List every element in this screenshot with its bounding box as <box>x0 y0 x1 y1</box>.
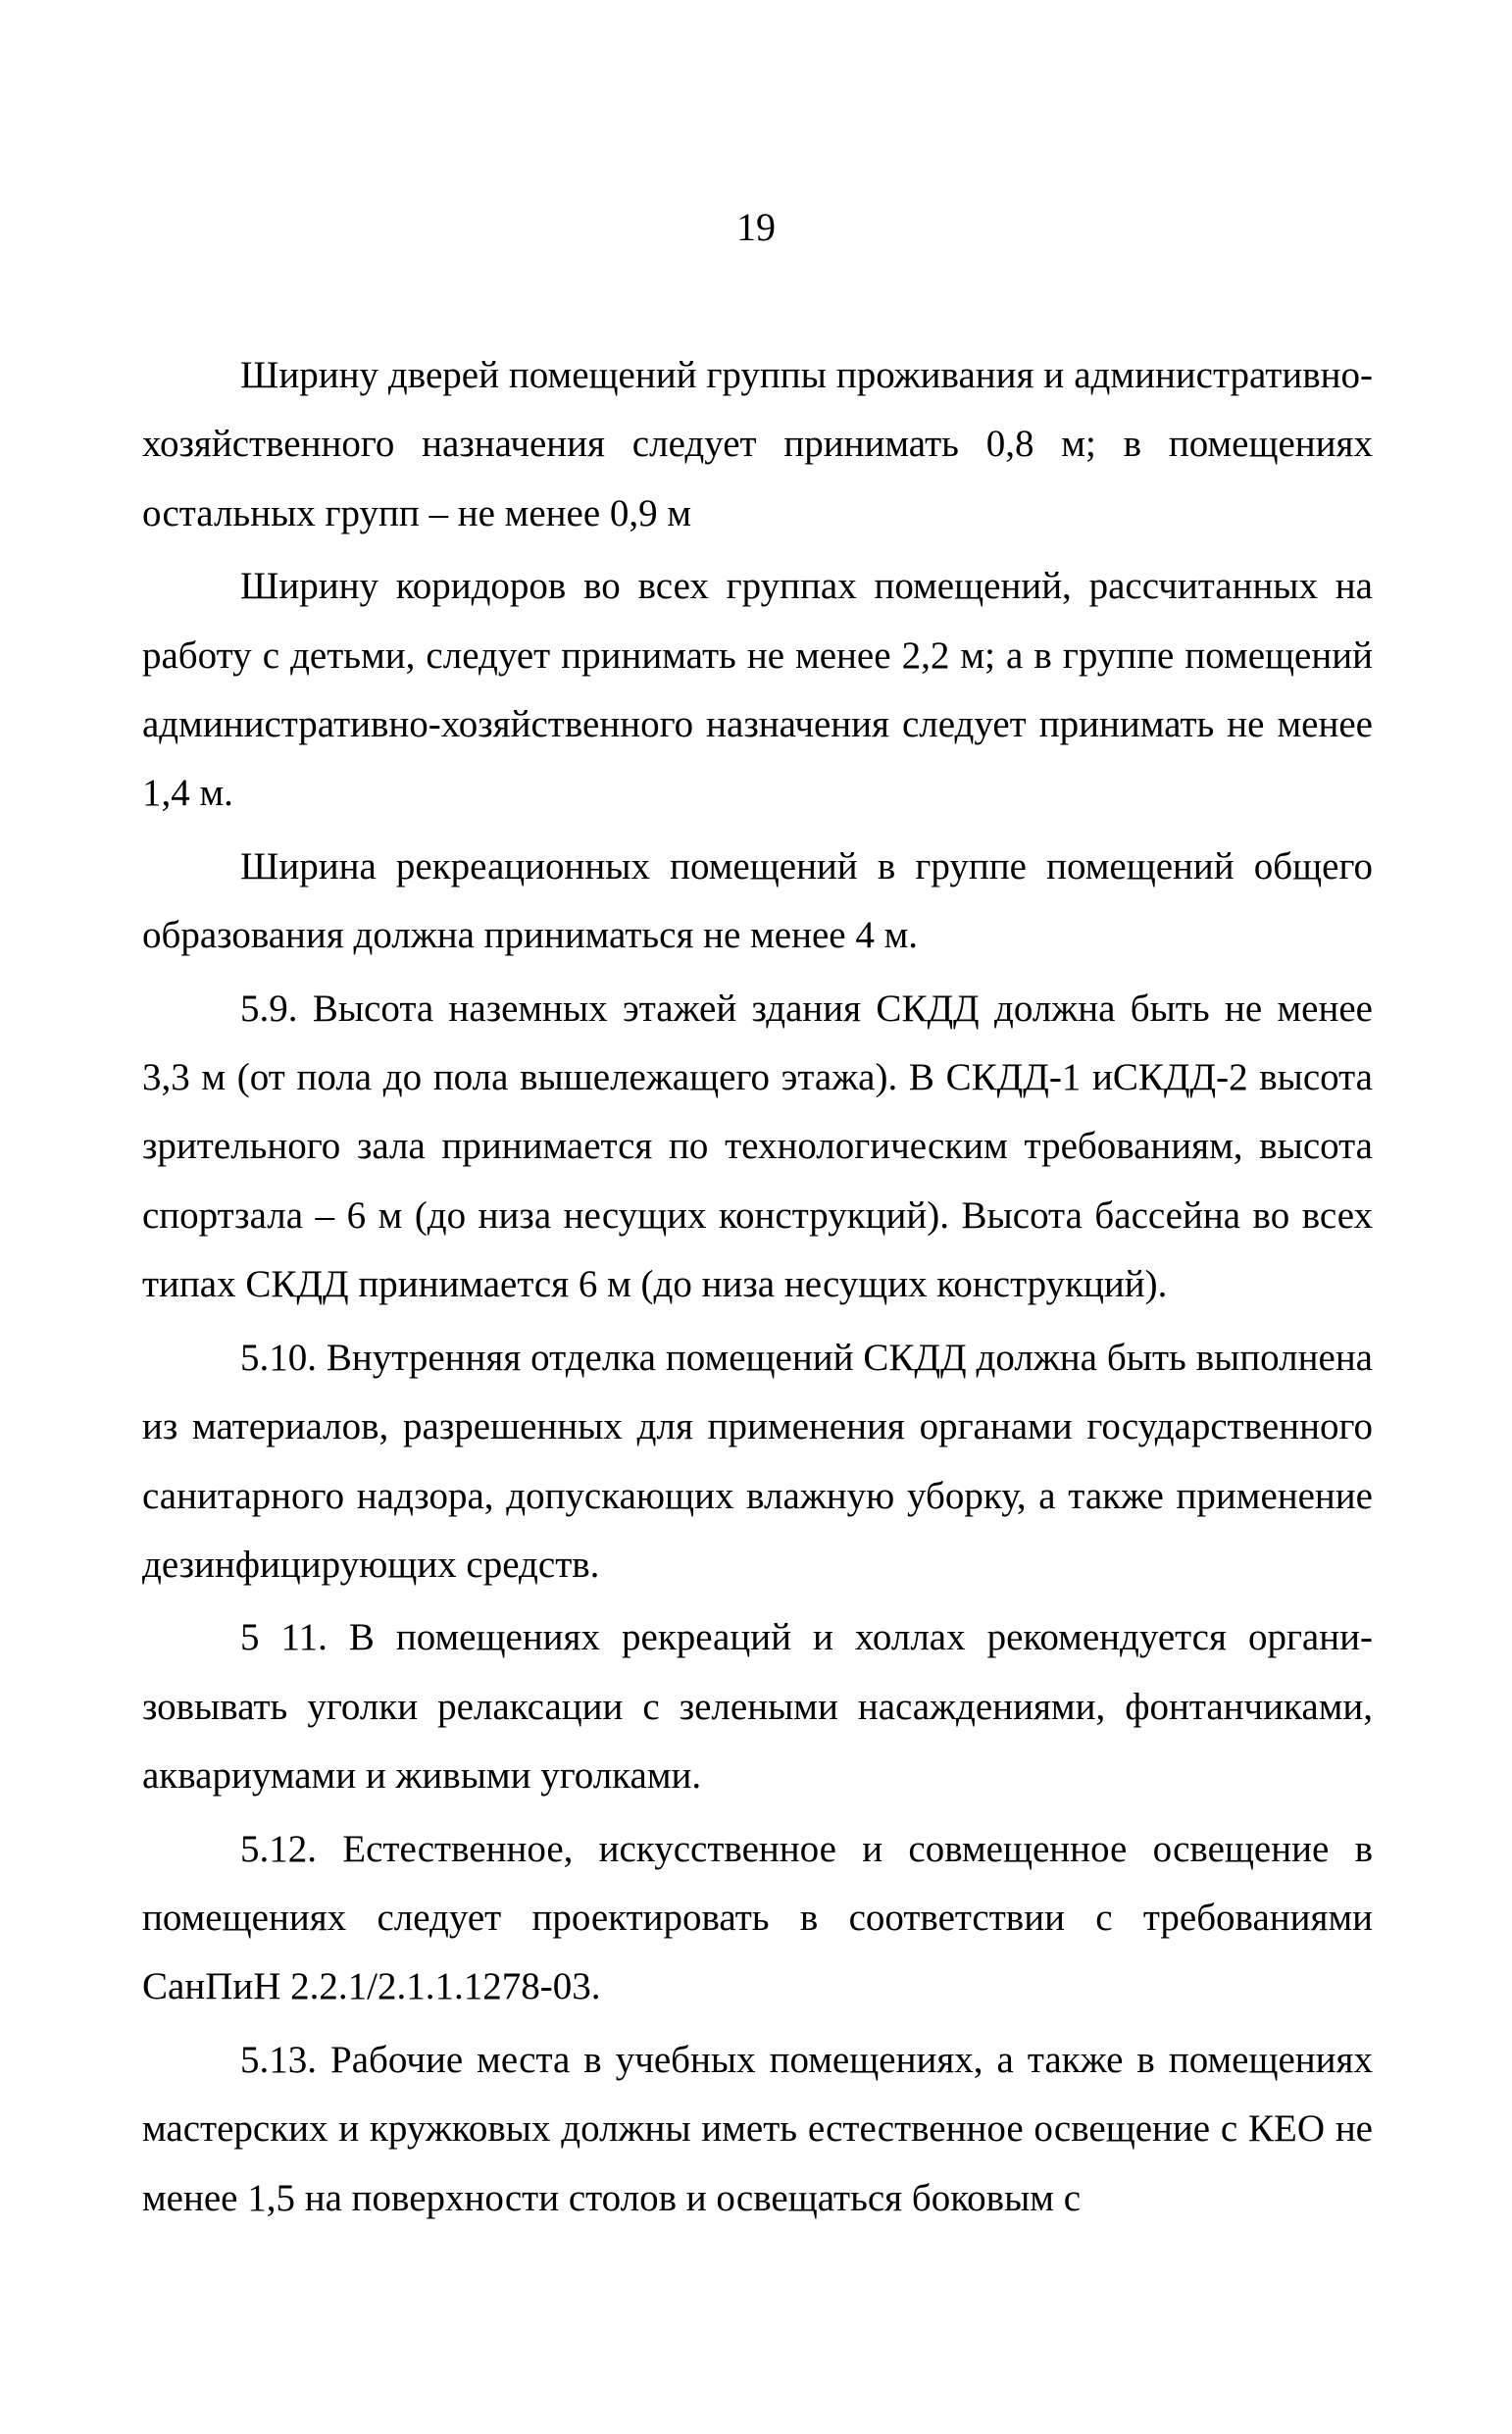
paragraph-5-11-relaxation-corners: 5 11. В помещениях рекреаций и холлах рекомендуется организовывать уголки релаксации с зелеными насаждениями, фонтанчиками, аквариумами и живыми уголками. <box>142 1616 1373 1798</box>
document-body <box>142 341 1373 2233</box>
paragraph-5-13-workplaces: 5.13. Рабочие места в учебных помещениях, а также в помещениях мастерских и кружковых должны иметь естественное освещение с КЕО не менее 1,5 на поверхности столов и освещаться боковым с <box>142 2038 1373 2219</box>
paragraph-recreation-width: Ширина рекреационных помещений в группе помещений общего образования должна приниматься не менее 4 м. <box>142 844 1373 957</box>
paragraph-door-width: Ширину дверей помещений группы проживания и административно-хозяйственного назначения следует принимать 0,8 м; в помещениях остальных групп – не менее 0,9 м <box>142 354 1373 534</box>
paragraph-5-10-interior-finish: 5.10. Внутренняя отделка помещений СКДД должна быть выполнена из материалов, разрешенных для применения органами государственного санитарного надзора, допускающих влажную уборку, а также применение дезинфицирующих средств. <box>142 1336 1373 1586</box>
paragraph-5-9-floor-height: 5.9. Высота наземных этажей здания СКДД должна быть не менее 3,3 м (от пола до пола вышележащего этажа). В СКДД-1 иСКДД-2 высота зрительного зала принимается по технологическим требованиям, высота спортзала – 6 м (до низа несущих конструкций). Высота бассейна во всех типах СКДД принимается 6 м (до низа несущих конструкций). <box>142 987 1373 1306</box>
page-number: 19 <box>736 205 776 249</box>
paragraph-corridor-width: Ширину коридоров во всех группах помещений, рассчитанных на работу с детьми, следует принимать не менее 2,2 м; а в группе помещений административно-хозяйственного назначения следует принимать не менее 1,4 м. <box>142 565 1373 815</box>
paragraph-5-12-lighting: 5.12. Естественное, искусственное и совмещенное освещение в помещениях следует проектировать в соответствии с требованиями СанПиН 2.2.1/2.1.1.1278-03. <box>142 1827 1373 2008</box>
